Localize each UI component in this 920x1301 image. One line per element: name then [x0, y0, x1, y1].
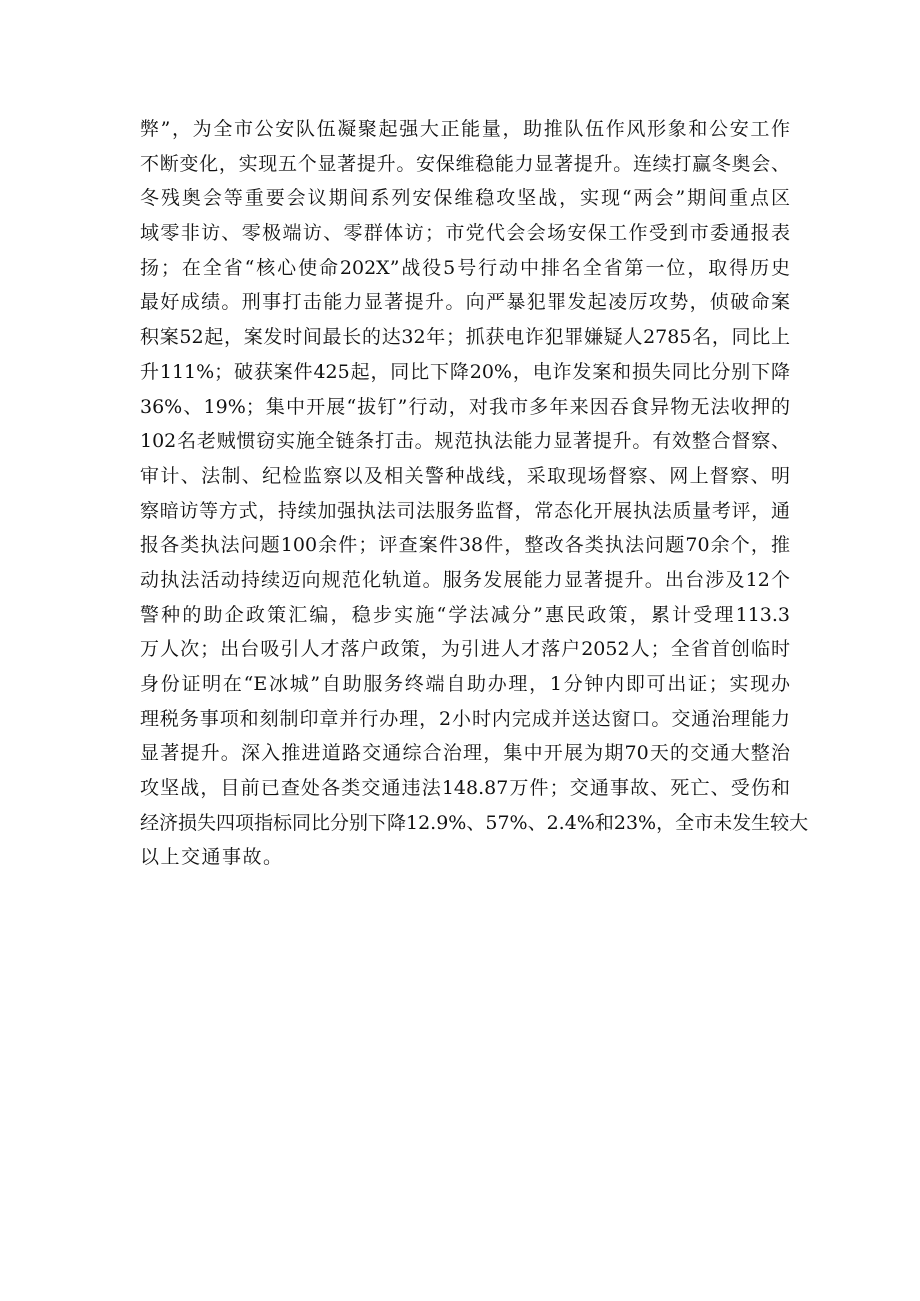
paragraph-line: 36%、19%；集中开展“拔钉”行动，对我市多年来因吞食异物无法收押的 — [140, 395, 790, 418]
paragraph-line: 升111%；破获案件425起，同比下降20%，电诈发案和损失同比分别下降 — [140, 360, 790, 383]
paragraph-line: 冬残奥会等重要会议期间系列安保维稳攻坚战，实现“两会”期间重点区 — [140, 187, 790, 210]
body-paragraph — [140, 112, 809, 875]
paragraph-line: 102名老贼惯窃实施全链条打击。规范执法能力显著提升。有效整合督察、 — [140, 430, 790, 453]
paragraph-line: 警种的助企政策汇编，稳步实施“学法减分”惠民政策，累计受理113.3 — [140, 603, 790, 626]
paragraph-line: 不断变化，实现五个显著提升。安保维稳能力显著提升。连续打赢冬奥会、 — [140, 152, 790, 175]
paragraph-line: 最好成绩。刑事打击能力显著提升。向严暴犯罪发起凌厉攻势，侦破命案 — [140, 291, 790, 314]
paragraph-line: 扬；在全省“核心使命202X”战役5号行动中排名全省第一位，取得历史 — [140, 256, 790, 279]
paragraph-line: 攻坚战，目前已查处各类交通违法148.87万件；交通事故、死亡、受伤和 — [140, 777, 790, 800]
paragraph-line: 动执法活动持续迈向规范化轨道。服务发展能力显著提升。出台涉及12个 — [140, 568, 790, 591]
paragraph-line: 察暗访等方式，持续加强执法司法服务监督，常态化开展执法质量考评，通 — [140, 499, 790, 522]
paragraph-line: 审计、法制、纪检监察以及相关警种战线，采取现场督察、网上督察、明 — [140, 464, 790, 487]
paragraph-line: 弊”，为全市公安队伍凝聚起强大正能量，助推队伍作风形象和公安工作 — [140, 118, 790, 140]
paragraph-line: 以上交通事故。 — [140, 846, 284, 869]
paragraph-line: 域零非访、零极端访、零群体访；市党代会会场安保工作受到市委通报表 — [140, 222, 790, 245]
paragraph-line: 经济损失四项指标同比分别下降12.9%、57%、2.4%和23%，全市未发生较大 — [140, 811, 809, 834]
paragraph-line: 万人次；出台吸引人才落户政策，为引进人才落户2052人；全省首创临时 — [140, 638, 790, 661]
paragraph-line: 理税务事项和刻制印章并行办理，2小时内完成并送达窗口。交通治理能力 — [140, 707, 790, 730]
paragraph-line: 显著提升。深入推进道路交通综合治理，集中开展为期70天的交通大整治 — [140, 742, 790, 765]
paragraph-line: 积案52起，案发时间最长的达32年；抓获电诈犯罪嫌疑人2785名，同比上 — [140, 326, 790, 349]
paragraph-line: 身份证明在“E冰城”自助服务终端自助办理，1分钟内即可出证；实现办 — [140, 673, 790, 695]
paragraph-line: 报各类执法问题100余件；评查案件38件，整改各类执法问题70余个，推 — [140, 534, 790, 557]
